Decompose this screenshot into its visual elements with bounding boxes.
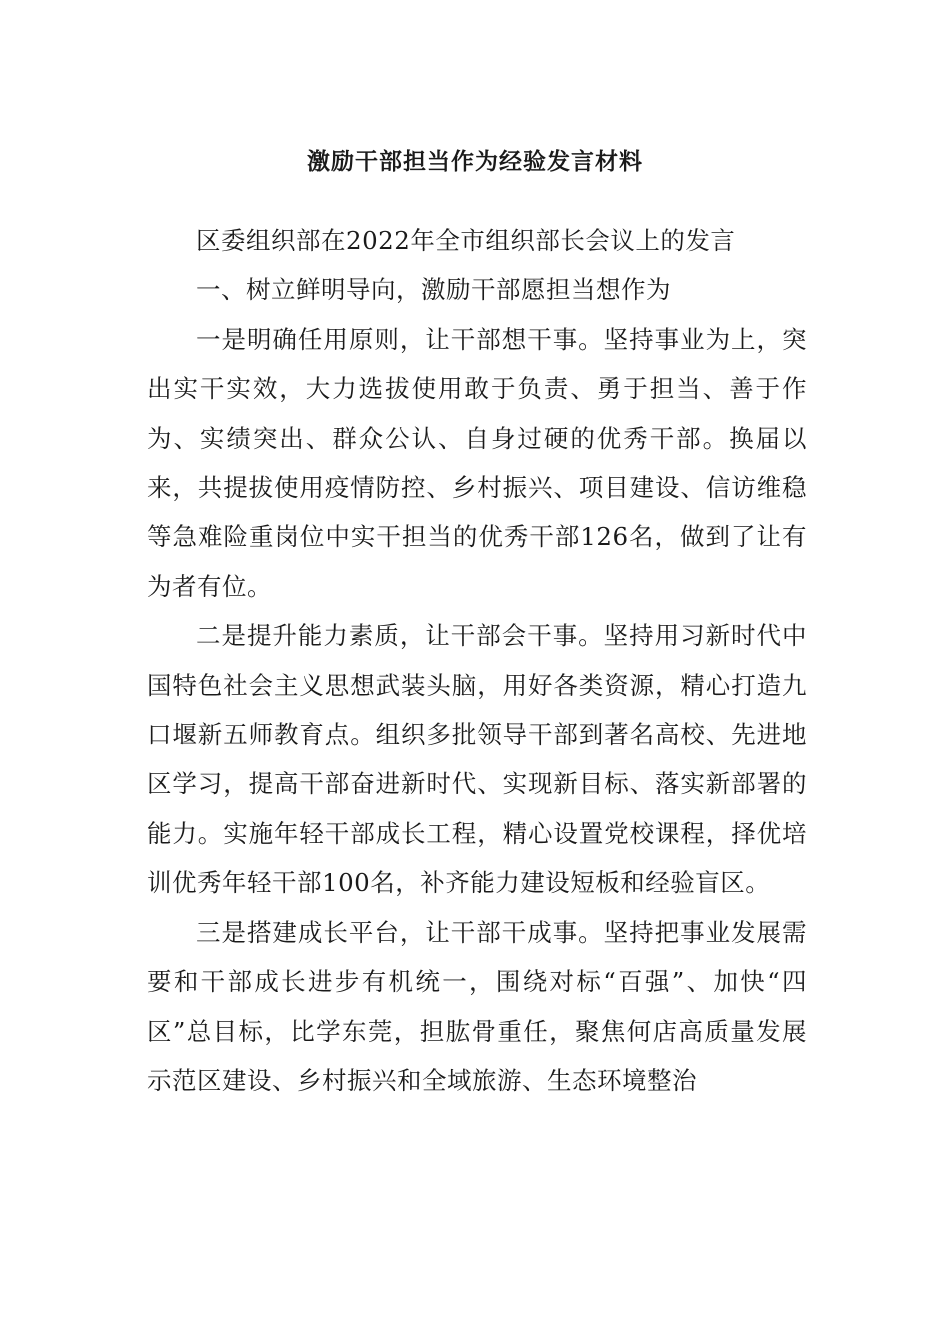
paragraph-point-one: 一是明确任用原则，让干部想干事。坚持事业为上，突出实干实效，大力选拔使用敢于负责、勇于担当、善于作为、实绩突出、群众公认、自身过硬的优秀干部。换届以来，共提拔使用疫情防控、乡村振兴、项目建设、信访维稳等急难险重岗位中实干担当的优秀干部126名，做到了让有为者有位。 (147, 324, 807, 601)
document-body (147, 216, 807, 1105)
paragraph-subtitle: 区委组织部在2022年全市组织部长会议上的发言 (196, 226, 736, 255)
paragraph-section-heading: 一、树立鲜明导向，激励干部愿担当想作为 (196, 275, 671, 305)
document-title: 激励干部担当作为经验发言材料 (307, 148, 643, 175)
paragraph-point-two: 二是提升能力素质，让干部会干事。坚持用习新时代中国特色社会主义思想武装头脑，用好各类资源，精心打造九口堰新五师教育点。组织多批领导干部到著名高校、先进地区学习，提高干部奋进新时代、实现新目标、落实新部署的能力。实施年轻干部成长工程，精心设置党校课程，择优培训优秀年轻干部100名，补齐能力建设短板和经验盲区。 (147, 621, 807, 898)
paragraph-point-three: 三是搭建成长平台，让干部干成事。坚持把事业发展需要和干部成长进步有机统一，围绕对标“百强”、加快“四区”总目标，比学东莞，担肱骨重任，聚焦何店高质量发展示范区建设、乡村振兴和全域旅游、生态环境整治 (147, 917, 807, 1095)
